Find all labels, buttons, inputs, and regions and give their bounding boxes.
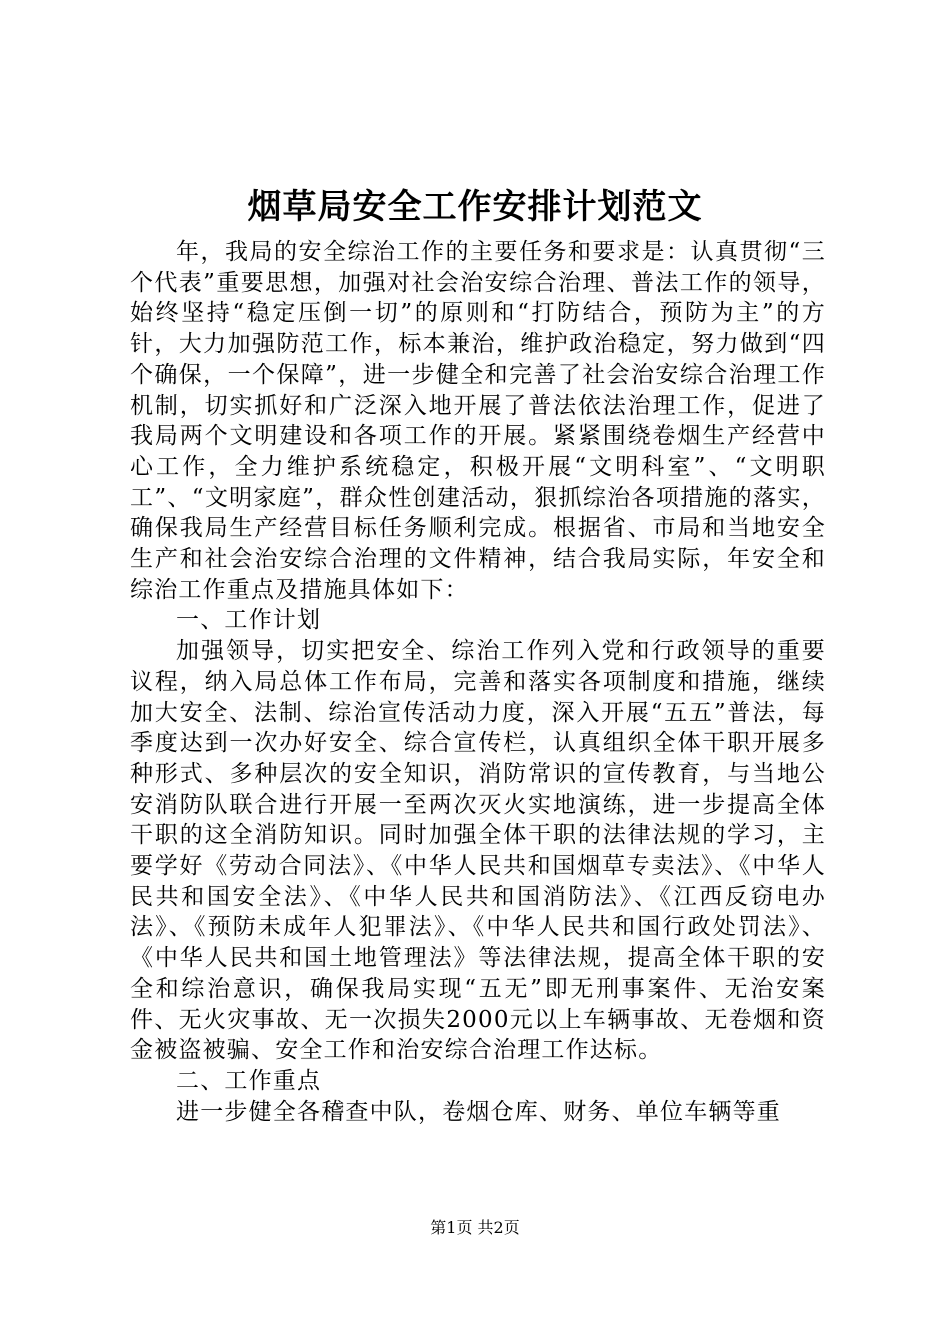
paragraph-work-plan: 加强领导，切实把安全、综治工作列入党和行政领导的重要议程，纳入局总体工作布局，完善和落实各项制度和措施，继续加大安全、法制、综治宣传活动力度，深入开展“五五”普法，每季度达到一次办好安全、综合宣传栏，认真组织全体干职开展多种形式、多种层次的安全知识，消防常识的宣传教育，与当地公安消防队联合进行开展一至两次灭火实地演练，进一步提高全体干职的这全消防知识。同时加强全体干职的法律法规的学习，主要学好《劳动合同法》、《中华人民共和国烟草专卖法》、《中华人民共和国安全法》、《中华人民共和国消防法》、《江西反窃电办法》、《预防未成年人犯罪法》、《中华人民共和国行政处罚法》、《中华人民共和国土地管理法》等法律法规，提高全体干职的安全和综治意识，确保我局实现“五无”即无刑事案件、无治安案件、无火灾事故、无一次损失2000元以上车辆事故、无卷烟和资金被盗被骗、安全工作和治安综合治理工作达标。 (130, 638, 826, 1064)
section-heading-work-focus: 二、工作重点 (176, 1067, 322, 1094)
document-body (130, 237, 826, 1127)
document-title: 烟草局安全工作安排计划范文 (247, 187, 703, 227)
paragraph-work-focus: 进一步健全各稽查中队，卷烟仓库、财务、单位车辆等重 (176, 1098, 781, 1125)
page-number-footer: 第1页 共2页 (430, 1218, 520, 1237)
section-heading-work-plan: 一、工作计划 (176, 607, 322, 634)
paragraph-intro: 年，我局的安全综治工作的主要任务和要求是：认真贯彻“三个代表”重要思想，加强对社会治安综合治理、普法工作的领导，始终坚持“稳定压倒一切”的原则和“打防结合，预防为主”的方针，大力加强防范工作，标本兼治，维护政治稳定，努力做到“四个确保，一个保障”，进一步健全和完善了社会治安综合治理工作机制，切实抓好和广泛深入地开展了普法依法治理工作，促进了我局两个文明建设和各项工作的开展。紧紧围绕卷烟生产经营中心工作，全力维护系统稳定，积极开展“文明科室”、“文明职工”、“文明家庭”，群众性创建活动，狠抓综治各项措施的落实，确保我局生产经营目标任务顺利完成。根据省、市局和当地安全生产和社会治安综合治理的文件精神，结合我局实际，年安全和综治工作重点及措施具体如下： (130, 239, 826, 603)
